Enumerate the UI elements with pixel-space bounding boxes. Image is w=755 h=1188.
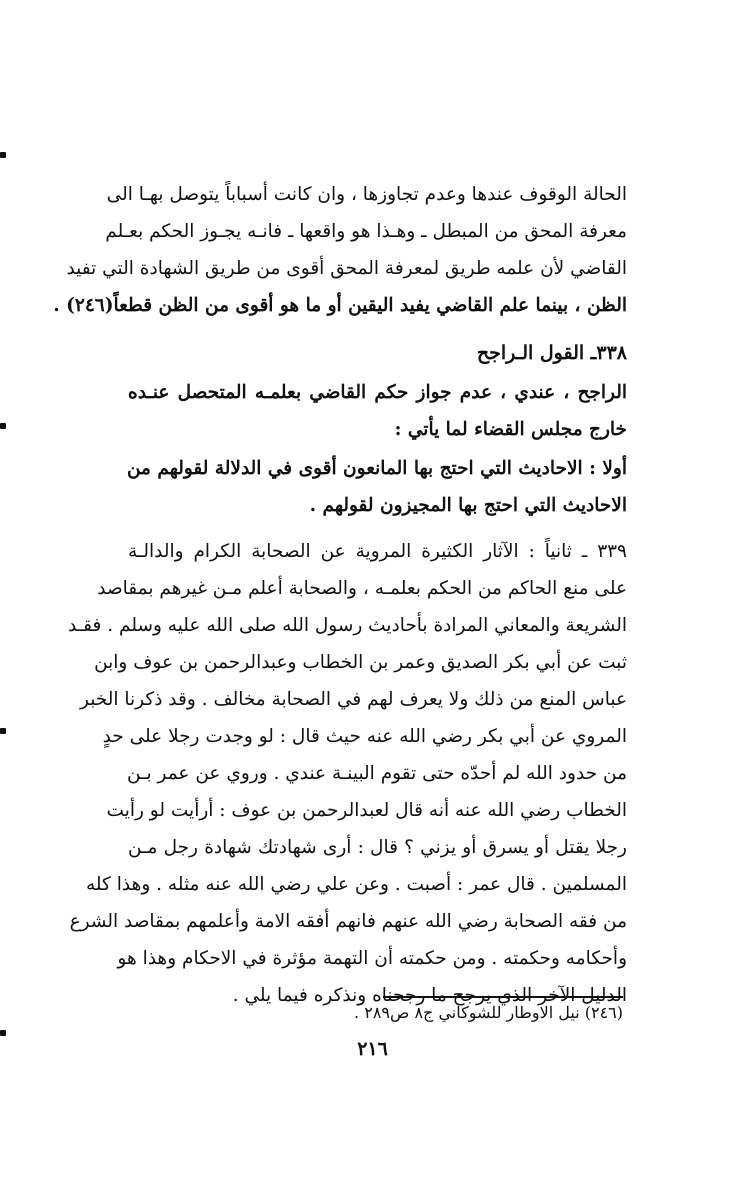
- text-line: الاحاديث التي احتج بها المجيزون لقولهم .: [309, 495, 627, 516]
- text-line: أولا : الاحاديث التي احتج بها المانعون أقوى في الدلالة لقولهم من: [126, 458, 627, 479]
- text-line: معرفة المحق من المبطل ـ وهـذا هو واقعها ـ فانـه يجـوز الحكم بعـلم: [105, 221, 627, 242]
- footnote: (٢٤٦) نيل الاوطار للشوكاني ج٨ ص٢٨٩ .: [354, 1003, 623, 1022]
- text-line: المروي عن أبي بكر رضي الله عنه حيث قال : لو وجدت رجلا على حدٍ: [102, 726, 627, 747]
- text-line: من فقه الصحابة رضي الله عنهم فانهم أفقه الامة وأعلمهم بمقاصد الشرع: [69, 911, 627, 932]
- scan-margin-mark: [0, 728, 6, 734]
- text-line: المسلمين . قال عمر : أصبت . وعن علي رضي الله عنه مثله . وهذا كله: [86, 874, 627, 895]
- paragraph-1: [53, 176, 627, 324]
- text-line: من حدود الله لم أحدّه حتى تقوم البينـة عندي . وروي عن عمر بـن: [126, 763, 627, 784]
- paragraph-2: [128, 374, 627, 448]
- text-line: الحالة الوقوف عندها وعدم تجاوزها ، وان كانت أسباباً يتوصل بهـا الى: [106, 184, 627, 205]
- text-line: ٣٣٩ ـ ثانياً : الآثار الكثيرة المروية عن الصحابة الكرام والدالـة: [128, 541, 627, 562]
- scan-margin-mark: [0, 152, 6, 158]
- text-line: رجلا يقتل أو يسرق أو يزني ؟ قال : أرى شهادتك شهادة رجل مـن: [128, 837, 627, 858]
- footnote-divider: [383, 996, 623, 998]
- text-line: وأحكامه وحكمته . ومن حكمته أن التهمة مؤثرة في الاحكام وهذا هو: [117, 948, 627, 969]
- text-line: الشريعة والمعاني المرادة بأحاديث رسول الله صلى الله عليه وسلم . فقـد: [68, 615, 627, 636]
- text-line: ثبت عن أبي بكر الصديق وعمر بن الخطاب وعبدالرحمن بن عوف وابن: [94, 652, 627, 673]
- text-line: الراجح ، عندي ، عدم جواز حكم القاضي بعلمـه المتحصل عنـده: [128, 382, 627, 403]
- page-number: ٢١٦: [357, 1038, 388, 1060]
- text-line: الدليل الآخر الذي يرجح ما رجحناه ونذكره فيما يلي .: [232, 985, 627, 1006]
- paragraph-4: [68, 533, 627, 1014]
- paragraph-3: [128, 450, 627, 524]
- text-line: عباس المنع من ذلك ولا يعرف لهم في الصحابة مخالف . وقد ذكرنا الخبر: [80, 689, 627, 710]
- section-heading: ٣٣٨ـ القول الـراجح: [476, 342, 627, 364]
- text-line: الظن ، بينما علم القاضي يفيد اليقين أو ما هو أقوى من الظن قطعاً(٢٤٦) .: [53, 295, 627, 316]
- scan-margin-mark: [0, 1030, 6, 1036]
- scan-margin-mark: [0, 423, 6, 429]
- text-line: خارج مجلس القضاء لما يأتي :: [394, 419, 627, 440]
- text-line: الخطاب رضي الله عنه أنه قال لعبدالرحمن بن عوف : أرأيت لو رأيت: [106, 800, 627, 821]
- text-line: على منع الحاكم من الحكم بعلمـه ، والصحابة أعلم مـن غيرهم بمقاصد: [97, 578, 627, 599]
- text-line: القاضي لأن علمه طريق لمعرفة المحق أقوى من طريق الشهادة التي تفيد: [66, 258, 627, 279]
